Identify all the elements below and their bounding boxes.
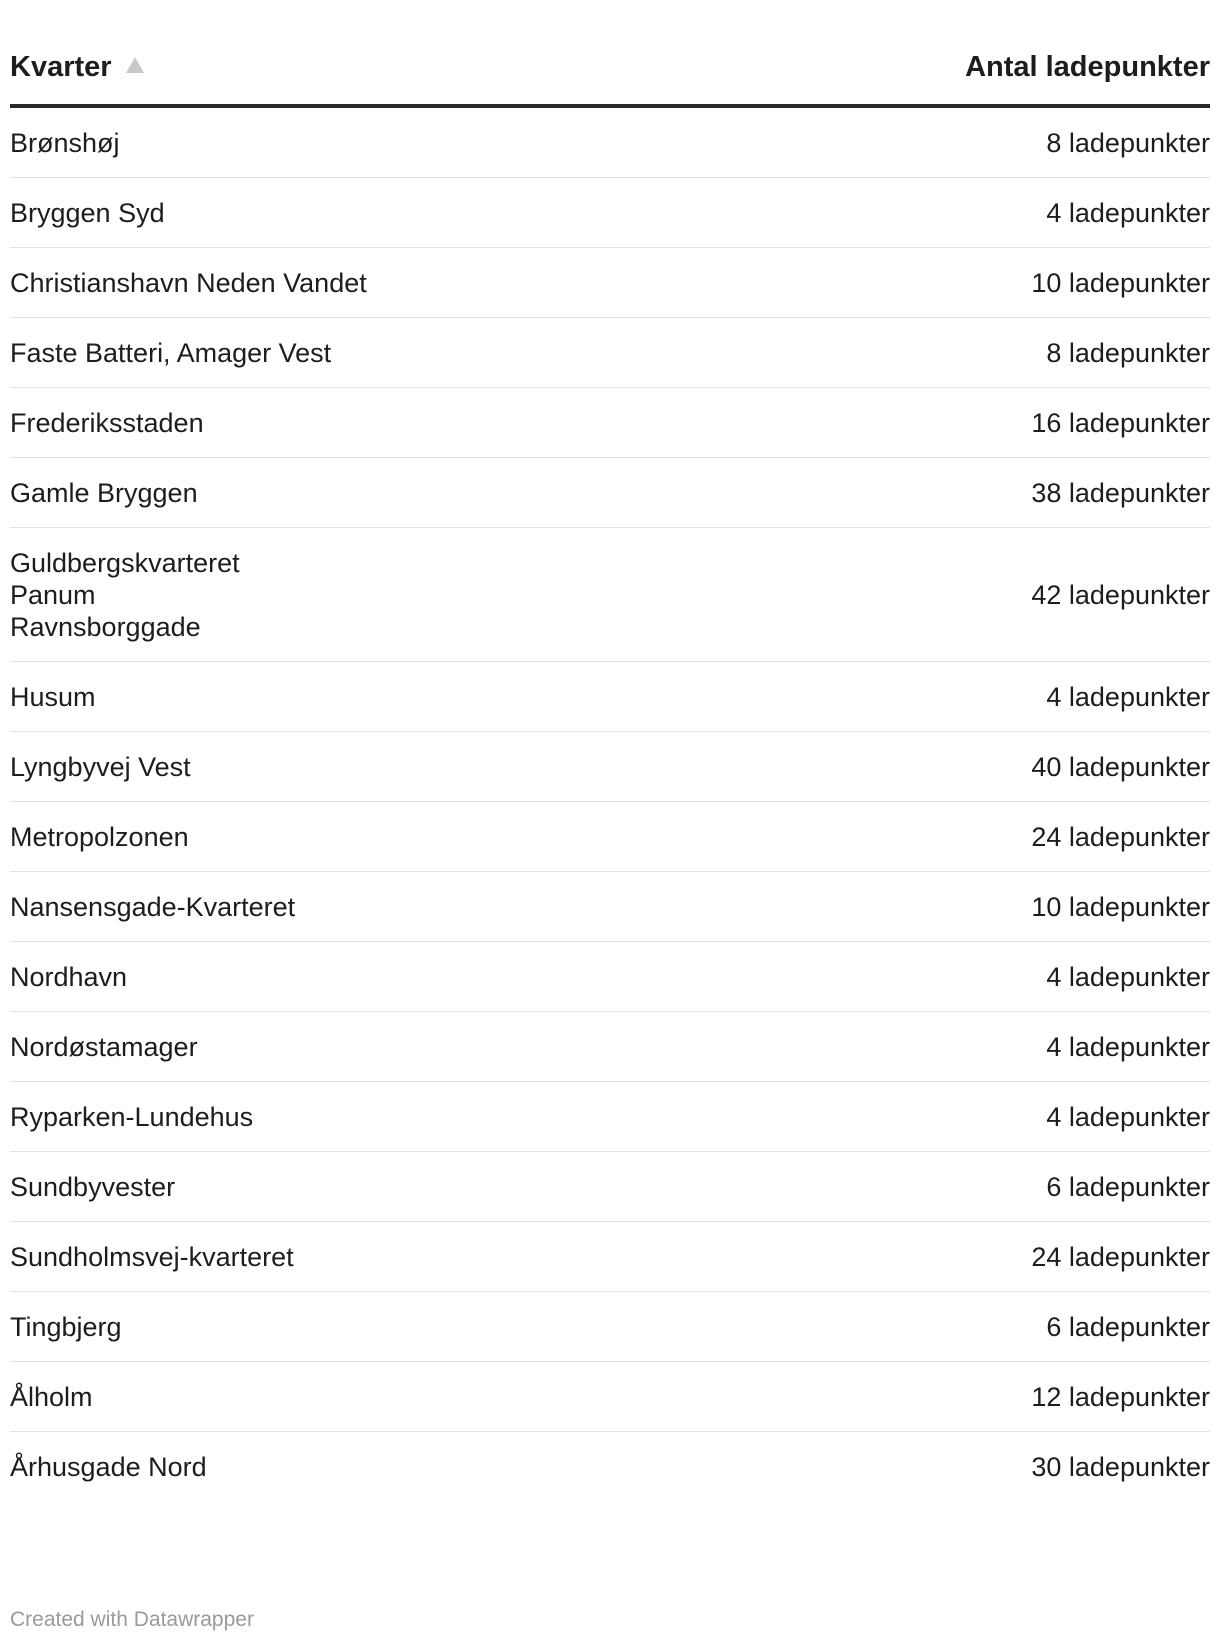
cell-antal-ladepunkter: 4 ladepunkter: [610, 1012, 1210, 1082]
kvarter-name: Århusgade Nord: [10, 1452, 207, 1482]
cell-kvarter: [10, 388, 610, 458]
table-row: [10, 106, 1210, 178]
kvarter-name: Bryggen Syd: [10, 198, 165, 228]
cell-kvarter: [10, 732, 610, 802]
kvarter-name: Husum: [10, 682, 96, 712]
cell-kvarter: [10, 248, 610, 318]
table-row: [10, 318, 1210, 388]
cell-kvarter: [10, 872, 610, 942]
kvarter-name: Sundbyvester: [10, 1172, 176, 1202]
cell-antal-ladepunkter: 8 ladepunkter: [610, 318, 1210, 388]
table-row: [10, 1362, 1210, 1432]
kvarter-name: Nordhavn: [10, 962, 128, 992]
cell-kvarter: [10, 318, 610, 388]
sort-ascending-icon[interactable]: [126, 57, 144, 73]
table-row: [10, 388, 1210, 458]
kvarter-name: Faste Batteri, Amager Vest: [10, 338, 332, 368]
cell-antal-ladepunkter: 4 ladepunkter: [610, 942, 1210, 1012]
header-row: [10, 36, 1210, 106]
cell-kvarter: [10, 1012, 610, 1082]
cell-antal-ladepunkter: 30 ladepunkter: [1031, 1452, 1210, 1482]
table-container: [10, 0, 1210, 1631]
cell-antal-ladepunkter: 4 ladepunkter: [610, 1082, 1210, 1152]
kvarter-name: Nansensgade-Kvarteret: [10, 892, 296, 922]
cell-antal-ladepunkter: 42 ladepunkter: [610, 528, 1210, 662]
table-body: [10, 106, 1210, 1501]
cell-antal-ladepunkter: 6 ladepunkter: [610, 1152, 1210, 1222]
cell-antal-ladepunkter: 8 ladepunkter: [610, 106, 1210, 178]
kvarter-name: Ryparken-Lundehus: [10, 1102, 254, 1132]
cell-kvarter: [10, 942, 610, 1012]
table-row: [10, 248, 1210, 318]
cell-antal-ladepunkter: 24 ladepunkter: [610, 802, 1210, 872]
table-row: [10, 178, 1210, 248]
cell-antal-ladepunkter: 40 ladepunkter: [610, 732, 1210, 802]
kvarter-name: Panum: [10, 580, 96, 610]
table-row: [10, 1222, 1210, 1292]
table-row: [10, 458, 1210, 528]
cell-kvarter: [10, 458, 610, 528]
kvarter-name: Metropolzonen: [10, 822, 189, 852]
kvarter-name: Gamle Bryggen: [10, 478, 198, 508]
table-row: [10, 872, 1210, 942]
cell-antal-ladepunkter: 38 ladepunkter: [610, 458, 1210, 528]
cell-antal-ladepunkter: 16 ladepunkter: [610, 388, 1210, 458]
cell-kvarter: [10, 1082, 610, 1152]
cell-antal-ladepunkter: 4 ladepunkter: [610, 662, 1210, 732]
cell-kvarter: [10, 528, 610, 662]
table-row: [10, 662, 1210, 732]
column-header-kvarter[interactable]: [10, 36, 610, 106]
cell-antal-ladepunkter: 10 ladepunkter: [610, 248, 1210, 318]
cell-kvarter: [10, 1432, 610, 1502]
cell-kvarter: [10, 662, 610, 732]
cell-kvarter: [10, 1292, 610, 1362]
cell-kvarter: [10, 106, 610, 178]
kvarter-name: Ravnsborggade: [10, 612, 201, 642]
column-header-kvarter-label: Kvarter: [10, 50, 112, 83]
table-row: [10, 1432, 1210, 1502]
table-row: [10, 528, 1210, 662]
kvarter-name: Frederiksstaden: [10, 408, 204, 438]
cell-kvarter: [10, 1222, 610, 1292]
cell-kvarter: [10, 178, 610, 248]
table-row: [10, 1152, 1210, 1222]
table-row: [10, 802, 1210, 872]
cell-kvarter: [10, 802, 610, 872]
data-table: [10, 36, 1210, 1501]
cell-antal-ladepunkter: 4 ladepunkter: [610, 178, 1210, 248]
table-header: [10, 36, 1210, 106]
kvarter-name: Nordøstamager: [10, 1032, 198, 1062]
cell-kvarter: [10, 1152, 610, 1222]
kvarter-name: Ålholm: [10, 1382, 93, 1412]
cell-antal-ladepunkter: 6 ladepunkter: [610, 1292, 1210, 1362]
kvarter-name: Tingbjerg: [10, 1312, 122, 1342]
table-row: [10, 1082, 1210, 1152]
kvarter-name: Brønshøj: [10, 128, 120, 158]
table-row: [10, 1012, 1210, 1082]
kvarter-name: Lyngbyvej Vest: [10, 752, 191, 782]
column-header-antal-label: Antal ladepunkter: [965, 50, 1210, 83]
kvarter-name: Sundholmsvej-kvarteret: [10, 1242, 294, 1272]
column-header-antal[interactable]: [610, 36, 1210, 106]
table-row: [10, 732, 1210, 802]
kvarter-name: Guldbergskvarteret: [10, 548, 240, 578]
cell-kvarter: [10, 1362, 610, 1432]
cell-antal-ladepunkter: 10 ladepunkter: [610, 872, 1210, 942]
cell-antal-ladepunkter: 24 ladepunkter: [610, 1222, 1210, 1292]
kvarter-name: Christianshavn Neden Vandet: [10, 268, 367, 298]
cell-antal-ladepunkter: 12 ladepunkter: [610, 1362, 1210, 1432]
footer-credit: Created with Datawrapper: [10, 1608, 254, 1631]
table-row: [10, 942, 1210, 1012]
table-row: [10, 1292, 1210, 1362]
